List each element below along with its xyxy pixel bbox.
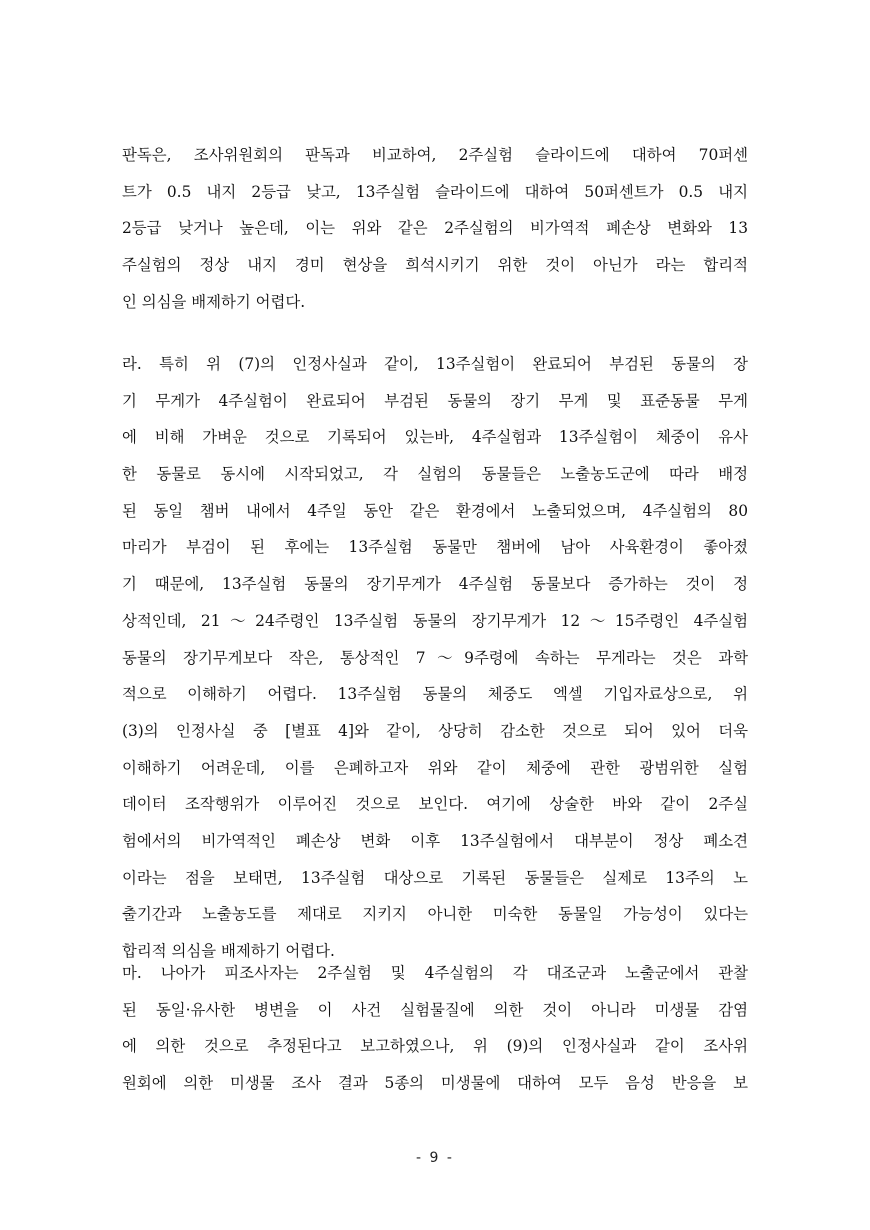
text-line: 주실험의 정상 내지 경미 현상을 희석시키기 위한 것이 아닌가 라는 합리적 xyxy=(122,256,748,275)
text-line: 출기간과 노출농도를 제대로 지키지 아니한 미숙한 동물일 가능성이 있다는 xyxy=(122,905,748,924)
text-line: 된 동일·유사한 병변을 이 사건 실험물질에 의한 것이 아니라 미생물 감염 xyxy=(122,1000,748,1019)
text-line: 판독은, 조사위원회의 판독과 비교하여, 2주실험 슬라이드에 대하여 70퍼센 xyxy=(122,146,748,164)
text-line: 인 의심을 배제하기 어렵다. xyxy=(122,292,306,311)
text-line: 된 동일 챔버 내에서 4주일 동안 같은 환경에서 노출되었으며, 4주실험의 80 xyxy=(122,501,748,520)
text-line: 에 비해 가벼운 것으로 기록되어 있는바, 4주실험과 13주실험이 체중이 유사 xyxy=(122,428,748,447)
text-line: 2등급 낮거나 높은데, 이는 위와 같은 2주실험의 비가역적 폐손상 변화와 13 xyxy=(122,219,748,238)
text-line: 험에서의 비가역적인 폐손상 변화 이후 13주실험에서 대부분이 정상 폐소견 xyxy=(122,831,748,850)
text-line: 마리가 부검이 된 후에는 13주실험 동물만 챔버에 남아 사육환경이 좋아졌 xyxy=(122,538,748,557)
text-line: 합리적 의심을 배제하기 어렵다. xyxy=(122,942,335,960)
text-line: 마. 나아가 피조사자는 2주실험 및 4주실험의 각 대조군과 노출군에서 관찰 xyxy=(122,964,748,982)
text-line: 이해하기 어려운데, 이를 은폐하고자 위와 같이 체중에 관한 광범위한 실험 xyxy=(122,758,748,777)
text-line: 상적인데, 21～24주령인 13주실험 동물의 장기무게가 12～15주령인 4주실험 xyxy=(122,611,748,630)
text-line: 동물의 장기무게보다 작은, 통상적인 7～9주령에 속하는 무게라는 것은 과학 xyxy=(122,648,748,667)
text-line: 기 때문에, 13주실험 동물의 장기무게가 4주실험 동물보다 증가하는 것이 정 xyxy=(122,575,748,594)
text-line: 적으로 이해하기 어렵다. 13주실험 동물의 체중도 엑셀 기입자료상으로, 위 xyxy=(122,685,748,704)
text-line: 이라는 점을 보태면, 13주실험 대상으로 기록된 동물들은 실제로 13주의 노 xyxy=(122,868,748,887)
text-line: 한 동물로 동시에 시작되었고, 각 실험의 동물들은 노출농도군에 따라 배정 xyxy=(122,465,748,484)
text-line: 기 무게가 4주실험이 완료되어 부검된 동물의 장기 무게 및 표준동물 무게 xyxy=(122,391,748,410)
text-line: 트가 0.5 내지 2등급 낮고, 13주실험 슬라이드에 대하여 50퍼센트가 0.5 내지 xyxy=(122,182,748,201)
text-line: (3)의 인정사실 중 [별표 4]와 같이, 상당히 감소한 것으로 되어 있어 더욱 xyxy=(122,721,748,740)
page-number: - 9 - xyxy=(416,1150,454,1166)
text-line: 원회에 의한 미생물 조사 결과 5종의 미생물에 대하여 모두 음성 반응을 보 xyxy=(122,1074,748,1093)
paragraph-2 xyxy=(122,346,748,970)
paragraph-1 xyxy=(122,137,748,320)
text-line: 에 의한 것으로 추정된다고 보고하였으나, 위 (9)의 인정사실과 같이 조사위 xyxy=(122,1037,748,1056)
text-line: 라. 특히 위 (7)의 인정사실과 같이, 13주실험이 완료되어 부검된 동물의 장 xyxy=(122,355,748,373)
text-line: 데이터 조작행위가 이루어진 것으로 보인다. 여기에 상술한 바와 같이 2주실 xyxy=(122,795,748,814)
paragraph-3 xyxy=(122,955,748,1102)
